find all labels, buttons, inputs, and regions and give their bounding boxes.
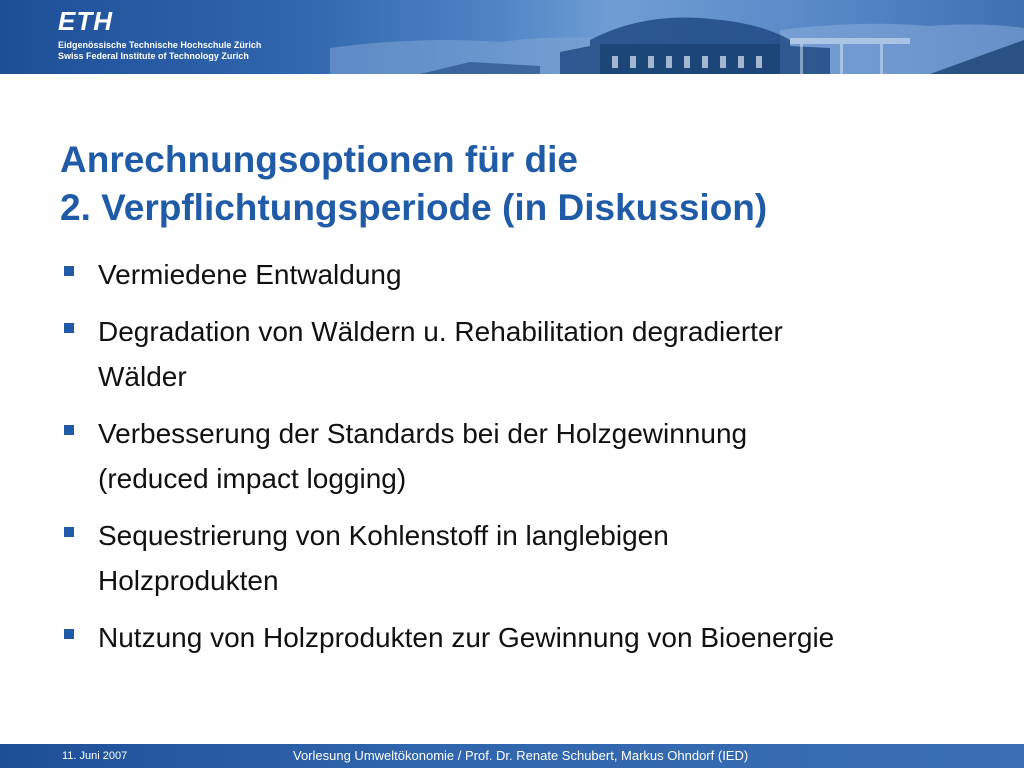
bullet-item xyxy=(62,309,1012,399)
bullet-text-line: (reduced impact logging) xyxy=(98,463,407,494)
eth-logo: ETH xyxy=(58,6,113,36)
bullet-item xyxy=(62,411,1012,501)
header-banner xyxy=(0,0,1024,74)
institution-name-english: Swiss Federal Institute of Technology Zurich xyxy=(58,51,249,61)
slide-title xyxy=(60,136,1000,232)
bullet-square-icon xyxy=(64,266,74,276)
bullet-text-line: Nutzung von Holzprodukten zur Gewinnung von Bioenergie xyxy=(98,622,835,653)
bullet-item xyxy=(62,513,1012,603)
bullet-list xyxy=(62,252,1012,672)
bullet-text-line: Sequestrierung von Kohlenstoff in langlebigen xyxy=(98,520,669,551)
bullet-square-icon xyxy=(64,425,74,435)
footer-lecture-info: Vorlesung Umweltökonomie / Prof. Dr. Renate Schubert, Markus Ohndorf (IED) xyxy=(293,748,749,763)
slide-title-line-2: 2. Verpflichtungsperiode (in Diskussion) xyxy=(60,187,768,228)
bullet-square-icon xyxy=(64,527,74,537)
bullet-text-line: Degradation von Wäldern u. Rehabilitation degradierter xyxy=(98,316,783,347)
bullet-text-line: Wälder xyxy=(98,361,187,392)
bullet-square-icon xyxy=(64,323,74,333)
footer-date: 11. Juni 2007 xyxy=(62,750,128,762)
bullet-item xyxy=(62,252,1012,297)
bullet-text-line: Verbesserung der Standards bei der Holzgewinnung xyxy=(98,418,748,449)
slide-title-line-1: Anrechnungsoptionen für die xyxy=(60,139,578,180)
header-panorama-image xyxy=(0,0,1024,74)
bullet-item xyxy=(62,615,1012,660)
footer-bar xyxy=(0,744,1024,768)
bullet-text-line: Holzprodukten xyxy=(98,565,279,596)
bullet-text-line: Vermiedene Entwaldung xyxy=(98,259,402,290)
institution-name-german: Eidgenössische Technische Hochschule Zürich xyxy=(58,40,262,50)
bullet-square-icon xyxy=(64,629,74,639)
